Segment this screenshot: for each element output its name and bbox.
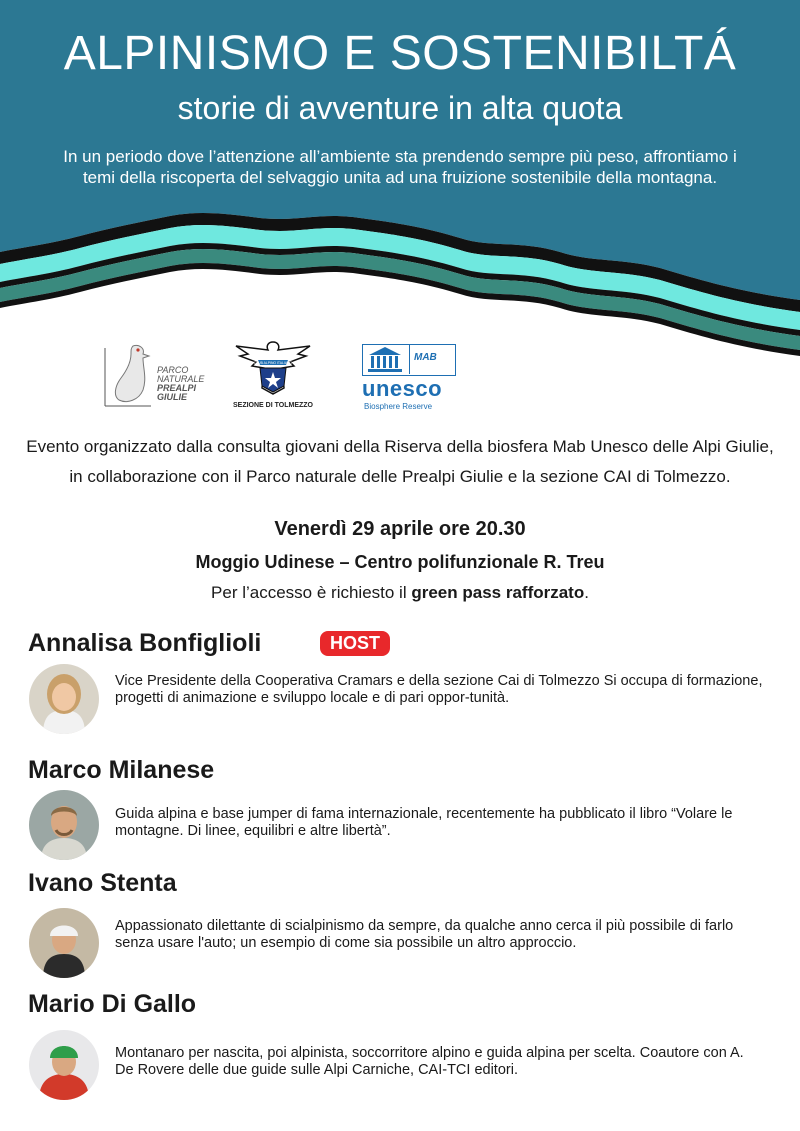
speaker-name: Marco Milanese bbox=[28, 756, 215, 784]
speaker-name: Mario Di Gallo bbox=[28, 990, 197, 1018]
speaker-bio: Appassionato dilettante di scialpinismo da sempre, da qualche anno cerca il più possibile di farlo senza usare l'auto; un esempio di come sia possibile un altro approccio. bbox=[115, 918, 734, 951]
page-title: ALPINISMO E SOSTENIBILTÁ bbox=[63, 27, 737, 80]
cai-ribbon-text: CLUB ALPINO ITALIANO bbox=[253, 361, 293, 365]
parco-line3: PREALPI bbox=[157, 383, 197, 393]
avatar bbox=[29, 908, 99, 978]
access-prefix: Per l’accesso è richiesto il bbox=[211, 583, 412, 602]
biosphere-reserve-label: Biosphere Reserve bbox=[364, 402, 433, 411]
event-place: Moggio Udinese – Centro polifunzionale R. Treu bbox=[195, 552, 605, 572]
parco-line1: PARCO bbox=[157, 365, 189, 375]
speaker-name: Ivano Stenta bbox=[28, 869, 177, 897]
cai-eagle-icon bbox=[230, 338, 316, 396]
speaker-bio: Vice Presidente della Cooperativa Cramars e della sezione Cai di Tolmezzo Si occupa di formazione, progetti di animazione e sviluppo locale e di pari oppor-tunità. bbox=[115, 673, 763, 706]
page-subtitle: storie di avventure in alta quota bbox=[177, 90, 623, 126]
cai-tolmezzo-logo bbox=[230, 338, 316, 412]
host-badge: HOST bbox=[320, 631, 390, 656]
event-date: Venerdì 29 aprile ore 20.30 bbox=[274, 518, 526, 540]
parco-line2: NATURALE bbox=[157, 374, 205, 384]
intro-text: In un periodo dove l’attenzione all’ambiente sta prendendo sempre più peso, affrontiamo i temi della riscoperta del selvaggio unita ad una fruizione sostenibile della montagna. bbox=[63, 147, 737, 187]
avatar bbox=[29, 664, 99, 734]
unesco-temple-icon bbox=[365, 345, 405, 373]
speaker-bio: Montanaro per nascita, poi alpinista, soccorritore alpino e guida alpina per scelta. Coautore con A. De Rovere delle due guide sulle Alpi Carniche, CAI-TCI editori. bbox=[115, 1045, 744, 1078]
unesco-biosphere-logo bbox=[362, 344, 457, 412]
parco-line4: GIULIE bbox=[157, 392, 188, 402]
access-suffix: . bbox=[584, 583, 589, 602]
parco-prealpi-giulie-logo bbox=[103, 338, 213, 410]
unesco-wordmark: unesco bbox=[362, 376, 443, 401]
speaker-bio: Guida alpina e base jumper di fama internazionale, recentemente ha pubblicato il libro “Volare le montagne. Di linee, equilibri e altre libertà”. bbox=[115, 806, 733, 839]
avatar bbox=[29, 790, 99, 860]
event-description: Evento organizzato dalla consulta giovani della Riserva della biosfera Mab Unesco delle Alpi Giulie, in collaborazione con il Parco naturale delle Prealpi Giulie e la sezione CAI di Tolmezzo. bbox=[26, 437, 774, 486]
bird-icon bbox=[103, 338, 153, 410]
speaker-name: Annalisa Bonfiglioli bbox=[28, 629, 262, 657]
mab-mark: MAB bbox=[414, 352, 437, 363]
avatar bbox=[29, 1030, 99, 1100]
cai-section-label: SEZIONE DI TOLMEZZO bbox=[233, 402, 313, 409]
access-requirement bbox=[0, 583, 800, 603]
access-green-pass: green pass rafforzato bbox=[411, 583, 585, 602]
